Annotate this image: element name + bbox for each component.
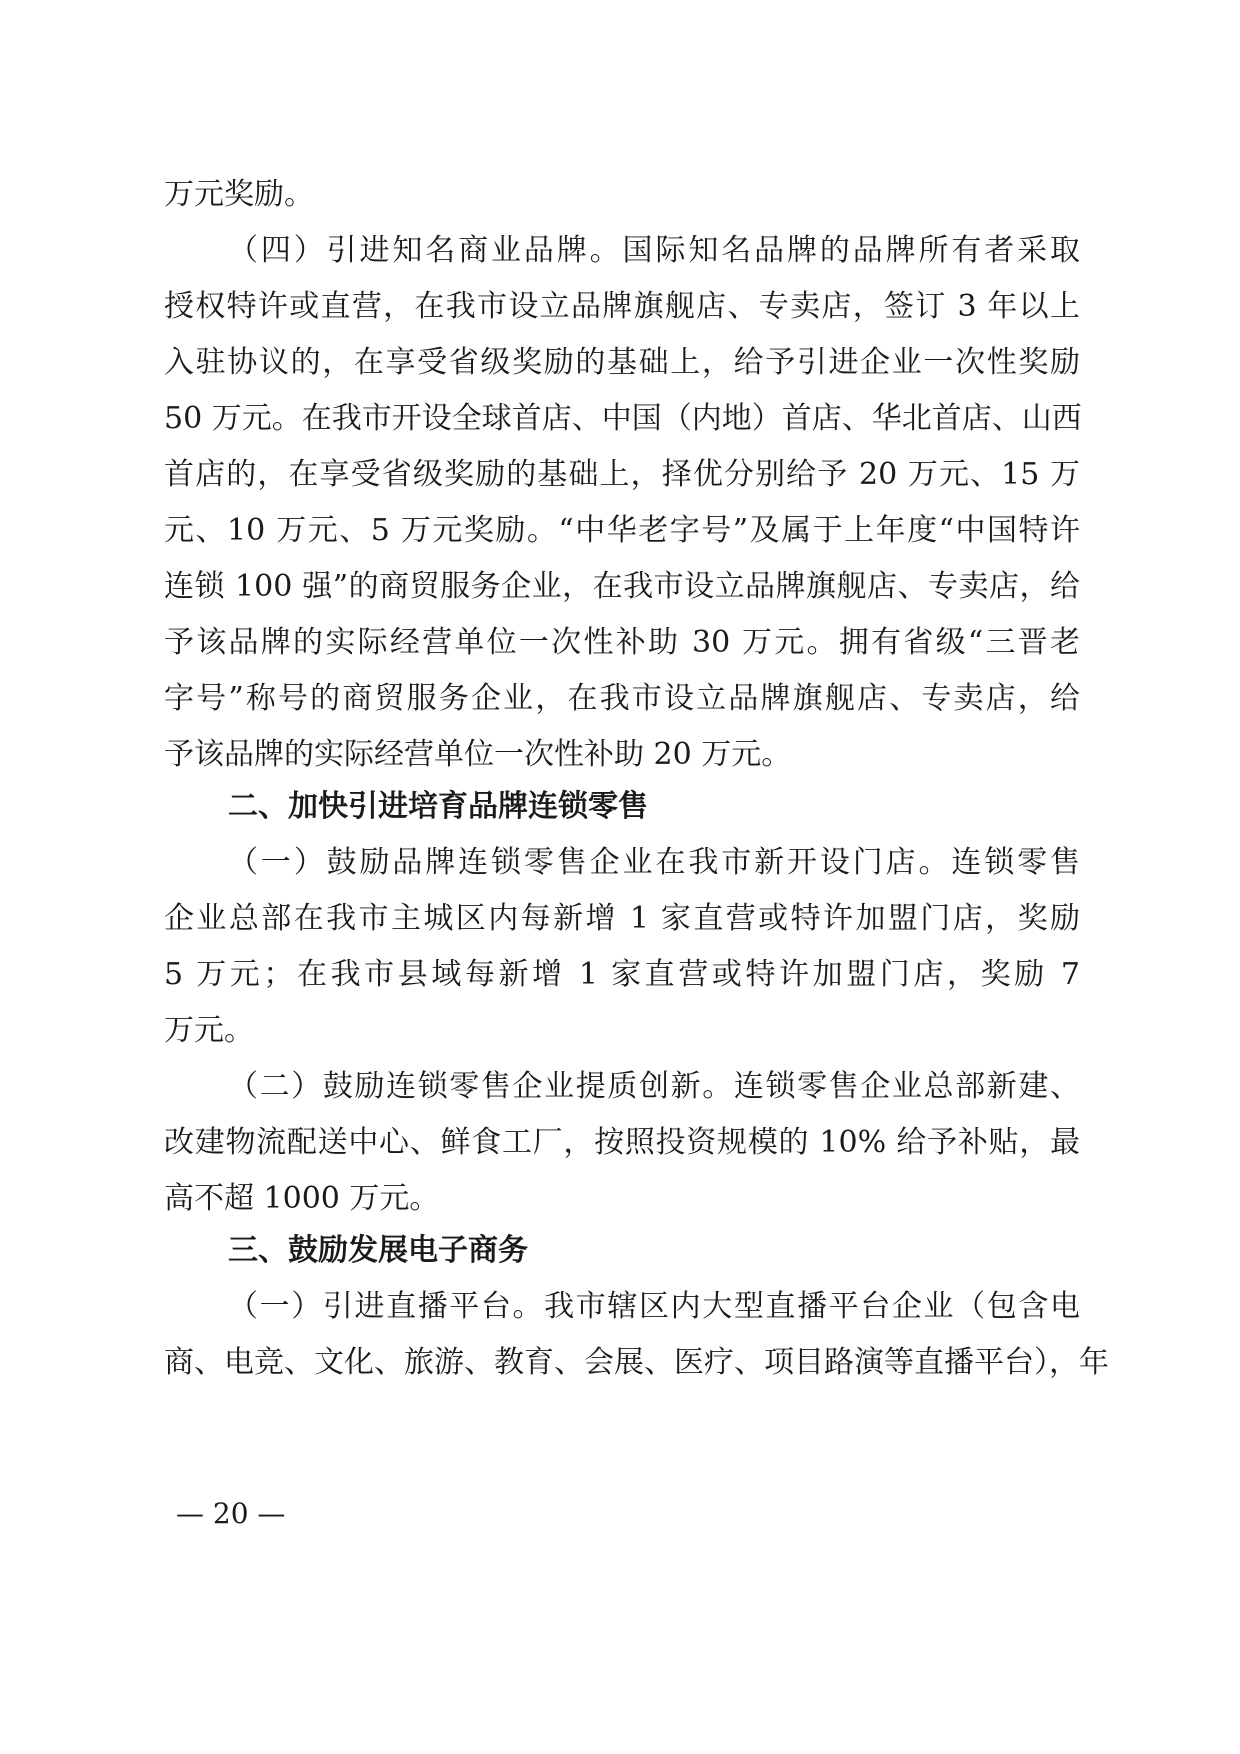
text-line: 万元。 [164, 1013, 254, 1048]
text-line: 改建物流配送中心、鲜食工厂，按照投资规模的 10% 给予补贴，最 [164, 1125, 1080, 1160]
text-line: 企业总部在我市主城区内每新增 1 家直营或特许加盟门店，奖励 [164, 901, 1080, 936]
text-line: 字号”称号的商贸服务企业，在我市设立品牌旗舰店、专卖店，给 [164, 681, 1080, 716]
section-heading: 二、加快引进培育品牌连锁零售 [228, 789, 648, 824]
text-line: 元、10 万元、5 万元奖励。“中华老字号”及属于上年度“中国特许 [164, 513, 1080, 548]
paragraph-first-line: （二）鼓励连锁零售企业提质创新。连锁零售企业总部新建、 [228, 1069, 1080, 1104]
text-line: 5 万元；在我市县域每新增 1 家直营或特许加盟门店，奖励 7 [164, 957, 1080, 992]
paragraph-first-line: （一）引进直播平台。我市辖区内大型直播平台企业（包含电 [228, 1289, 1080, 1324]
text-line: 50 万元。在我市开设全球首店、中国（内地）首店、华北首店、山西 [164, 401, 1082, 436]
text-line: 予该品牌的实际经营单位一次性补助 20 万元。 [164, 737, 792, 772]
text-line: 予该品牌的实际经营单位一次性补助 30 万元。拥有省级“三晋老 [164, 625, 1080, 660]
page-number: — 20 — [176, 1497, 286, 1530]
text-line: 万元奖励。 [164, 177, 314, 212]
paragraph-first-line: （一）鼓励品牌连锁零售企业在我市新开设门店。连锁零售 [228, 845, 1080, 880]
text-line: 高不超 1000 万元。 [164, 1181, 440, 1216]
section-heading: 三、鼓励发展电子商务 [228, 1233, 528, 1268]
text-line: 连锁 100 强”的商贸服务企业，在我市设立品牌旗舰店、专卖店，给 [164, 569, 1080, 604]
text-line: 首店的，在享受省级奖励的基础上，择优分别给予 20 万元、15 万 [164, 457, 1080, 492]
paragraph-first-line: （四）引进知名商业品牌。国际知名品牌的品牌所有者采取 [228, 233, 1080, 268]
text-line: 授权特许或直营，在我市设立品牌旗舰店、专卖店，签订 3 年以上 [164, 289, 1080, 324]
text-line: 商、电竞、文化、旅游、教育、会展、医疗、项目路演等直播平台），年 [164, 1345, 1109, 1380]
text-line: 入驻协议的，在享受省级奖励的基础上，给予引进企业一次性奖励 [164, 345, 1080, 380]
